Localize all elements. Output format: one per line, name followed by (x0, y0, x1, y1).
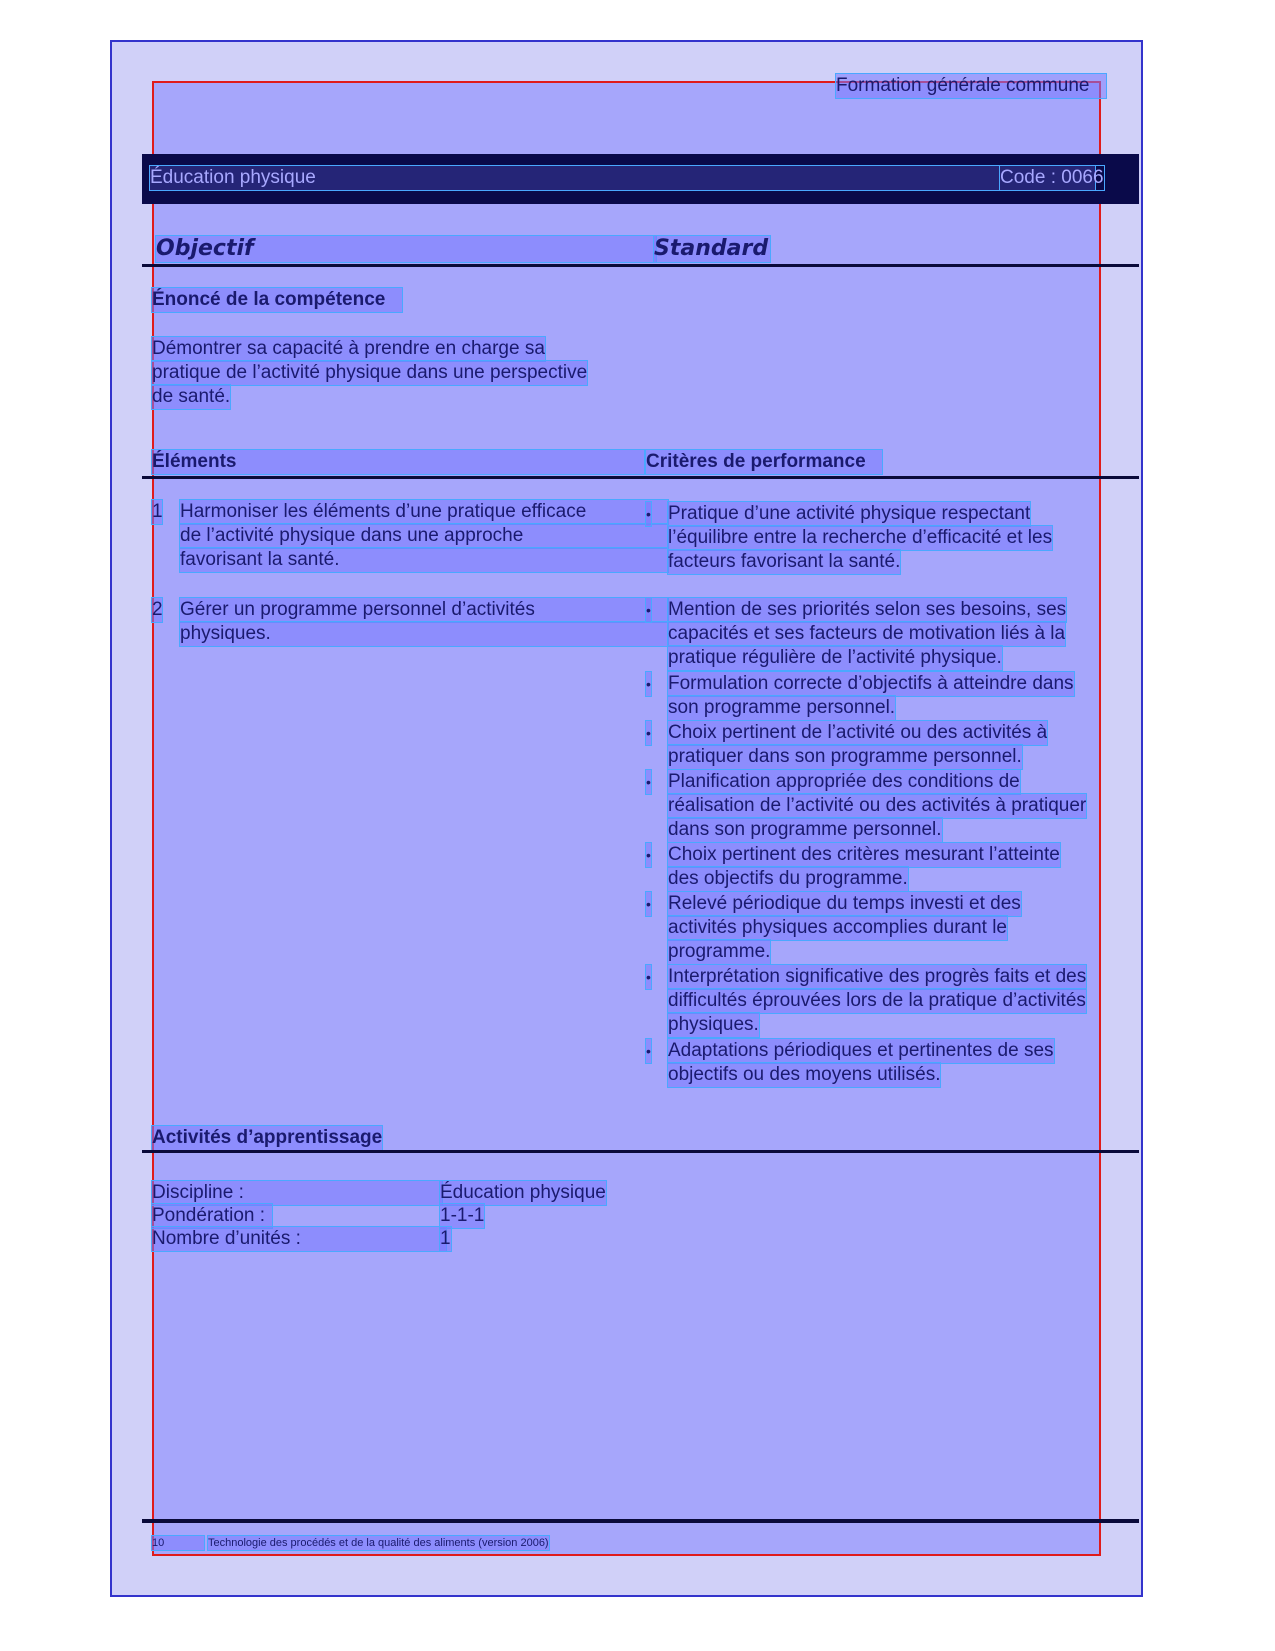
competence-line: Démontrer sa capacité à prendre en charge sa (152, 338, 545, 359)
criterion-line: Mention de ses priorités selon ses besoins, ses (668, 599, 1067, 620)
standard-heading: Standard (654, 236, 769, 261)
criterion-line: Choix pertinent des critères mesurant l’atteinte (668, 844, 1060, 865)
program-label: Formation générale commune (836, 74, 1106, 98)
criterion-line: capacités et ses facteurs de motivation liés à la (668, 623, 1066, 644)
criterion-line: Pratique d’une activité physique respectant (668, 503, 1031, 524)
criterion-line: facteurs favorisant la santé. (668, 551, 901, 572)
rule-objective (142, 264, 1139, 267)
criterion-line: des objectifs du programme. (668, 868, 908, 889)
weighting-label: Pondération : (152, 1204, 272, 1228)
criterion-line: Interprétation significative des progrès faits et des (668, 966, 1087, 987)
units-value: 1 (440, 1228, 451, 1249)
element-line: Harmoniser les éléments d’une pratique efficace (180, 500, 668, 524)
course-code: Code : 0066 (1000, 167, 1104, 188)
criterion-line: l’équilibre entre la recherche d’efficacité et les (668, 527, 1053, 548)
discipline-label: Discipline : (152, 1181, 442, 1205)
criterion-line: pratiquer dans son programme personnel. (668, 746, 1022, 767)
weighting-value: 1-1-1 (440, 1205, 485, 1226)
discipline-value: Éducation physique (440, 1182, 606, 1203)
units-label: Nombre d’unités : (152, 1227, 446, 1251)
bullet-icon: • (646, 892, 651, 916)
bullet-icon: • (646, 965, 651, 989)
course-title: Éducation physique (150, 166, 1095, 190)
criterion-line: réalisation de l’activité ou des activités à pratiquer (668, 795, 1087, 816)
bullet-icon: • (646, 770, 651, 794)
page-number: 10 (152, 1536, 204, 1550)
criterion-line: Relevé périodique du temps investi et des (668, 893, 1021, 914)
bullet-icon: • (646, 672, 651, 696)
criterion-line: son programme personnel. (668, 697, 896, 718)
footer-text: Technologie des procédés et de la qualité des aliments (version 2006) (208, 1537, 549, 1549)
element-line: de l’activité physique dans une approche (180, 524, 668, 548)
element-number: 1 (152, 501, 163, 522)
footer-rule (142, 1519, 1139, 1523)
criterion-line: dans son programme personnel. (668, 819, 942, 840)
competence-line: pratique de l’activité physique dans une perspective (152, 362, 588, 383)
bullet-icon: • (646, 502, 651, 526)
element-line: Gérer un programme personnel d’activités (180, 598, 668, 622)
element-line: physiques. (180, 622, 668, 646)
element-number: 2 (152, 599, 163, 620)
criterion-line: objectifs ou des moyens utilisés. (668, 1064, 941, 1085)
rule-elements (142, 476, 1139, 479)
objective-heading: Objectif (156, 236, 656, 262)
element-line: favorisant la santé. (180, 548, 668, 572)
bullet-icon: • (646, 1039, 651, 1063)
criterion-line: difficultés éprouvées lors de la pratique d’activités (668, 990, 1086, 1011)
bullet-icon: • (646, 721, 651, 745)
criterion-line: Formulation correcte d’objectifs à atteindre dans (668, 673, 1074, 694)
activities-heading: Activités d’apprentissage (152, 1127, 383, 1148)
criterion-line: Planification appropriée des conditions de (668, 771, 1020, 792)
criterion-line: Adaptations périodiques et pertinentes de ses (668, 1040, 1054, 1061)
criterion-line: activités physiques accomplies durant le (668, 917, 1008, 938)
competence-heading: Énoncé de la compétence (152, 288, 402, 312)
competence-line: de santé. (152, 386, 231, 407)
criterion-line: pratique régulière de l’activité physique. (668, 647, 1002, 668)
criteria-heading: Critères de performance (646, 450, 882, 474)
rule-activities (142, 1150, 1139, 1153)
bullet-icon: • (646, 598, 651, 622)
criterion-line: Choix pertinent de l’activité ou des activités à (668, 722, 1048, 743)
elements-heading: Éléments (152, 450, 644, 474)
criterion-line: programme. (668, 941, 771, 962)
criterion-line: physiques. (668, 1014, 759, 1035)
bullet-icon: • (646, 843, 651, 867)
